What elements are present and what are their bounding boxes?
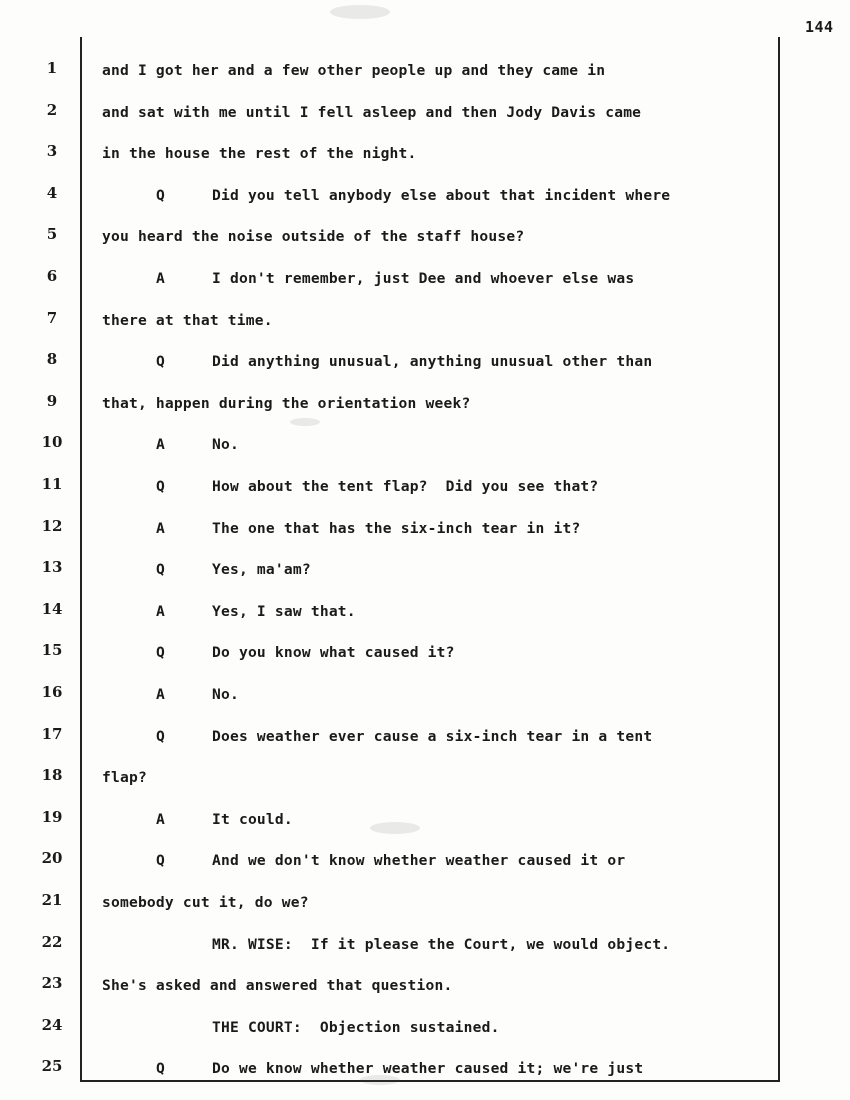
- transcript-line: No.: [212, 436, 239, 454]
- line-number: 17: [41, 724, 63, 743]
- transcript-line: Do you know what caused it?: [212, 644, 455, 662]
- line-number: 5: [46, 225, 58, 244]
- transcript-line: I don't remember, just Dee and whoever else was: [212, 270, 635, 287]
- page-number: 144: [805, 18, 834, 36]
- speaker-label: Q: [156, 186, 165, 204]
- speaker-label: Q: [156, 1060, 165, 1078]
- speaker-label: Q: [156, 852, 165, 870]
- line-number: 12: [41, 516, 63, 535]
- transcript-line: It could.: [212, 810, 293, 828]
- line-number: 23: [41, 974, 63, 993]
- transcript-line: there at that time.: [102, 311, 273, 329]
- line-number: 10: [41, 433, 63, 452]
- transcript-line: flap?: [102, 769, 147, 787]
- transcript-line: Does weather ever cause a six-inch tear in a tent: [212, 727, 653, 745]
- transcript-line: Did anything unusual, anything unusual other than: [212, 353, 653, 371]
- scan-speck: [360, 1075, 400, 1085]
- transcript-line: How about the tent flap? Did you see that?: [212, 478, 599, 495]
- line-number: 24: [41, 1015, 63, 1034]
- line-number: 25: [41, 1057, 63, 1076]
- speaker-label: Q: [156, 561, 165, 579]
- line-number: 11: [41, 475, 63, 493]
- speaker-label: A: [156, 602, 165, 620]
- transcript-line: THE COURT: Objection sustained.: [212, 1018, 500, 1036]
- scan-speck: [290, 418, 320, 426]
- speaker-label: A: [156, 686, 165, 703]
- scan-speck: [370, 822, 420, 834]
- transcript-line: that, happen during the orientation week?: [102, 394, 471, 412]
- speaker-label: Q: [156, 727, 165, 745]
- speaker-label: Q: [156, 478, 165, 495]
- transcript-line: Yes, ma'am?: [212, 561, 311, 579]
- line-number: 16: [41, 683, 63, 701]
- scan-speck: [330, 5, 390, 19]
- line-number: 7: [46, 308, 58, 327]
- transcript-line: The one that has the six-inch tear in it?: [212, 519, 581, 537]
- speaker-label: A: [156, 270, 165, 287]
- line-number: 15: [41, 641, 63, 660]
- transcript-line: you heard the noise outside of the staff house?: [102, 228, 525, 246]
- line-number: 8: [46, 350, 58, 369]
- speaker-label: Q: [156, 644, 165, 662]
- transcript-line: Did you tell anybody else about that incident where: [212, 186, 671, 204]
- speaker-label: Q: [156, 353, 165, 371]
- line-number: 19: [41, 807, 63, 826]
- transcript-line: And we don't know whether weather caused it or: [212, 852, 626, 870]
- transcript-line: and I got her and a few other people up and they came in: [102, 62, 606, 79]
- line-number: 3: [46, 142, 58, 161]
- line-number: 13: [41, 558, 63, 577]
- speaker-label: A: [156, 810, 165, 828]
- transcript-line: and sat with me until I fell asleep and then Jody Davis came: [102, 103, 642, 121]
- transcript-line: Yes, I saw that.: [212, 602, 356, 620]
- line-number: 1: [46, 59, 58, 77]
- transcript-line: MR. WISE: If it please the Court, we would object.: [212, 935, 671, 953]
- line-number: 9: [46, 391, 58, 410]
- transcript-line: in the house the rest of the night.: [102, 145, 417, 163]
- line-number: 20: [41, 849, 63, 868]
- line-number: 21: [41, 891, 63, 909]
- line-number: 14: [41, 599, 63, 618]
- line-number: 6: [46, 267, 58, 285]
- transcript-line: somebody cut it, do we?: [102, 894, 309, 911]
- line-number: 2: [46, 100, 58, 119]
- line-number: 4: [46, 183, 58, 202]
- speaker-label: A: [156, 519, 165, 537]
- line-number: 22: [41, 932, 63, 951]
- transcript-line: No.: [212, 686, 239, 703]
- transcript-line: Do we know whether weather caused it; we're just: [212, 1060, 644, 1078]
- line-number: 18: [41, 766, 63, 785]
- transcript-line: She's asked and answered that question.: [102, 977, 453, 995]
- speaker-label: A: [156, 436, 165, 454]
